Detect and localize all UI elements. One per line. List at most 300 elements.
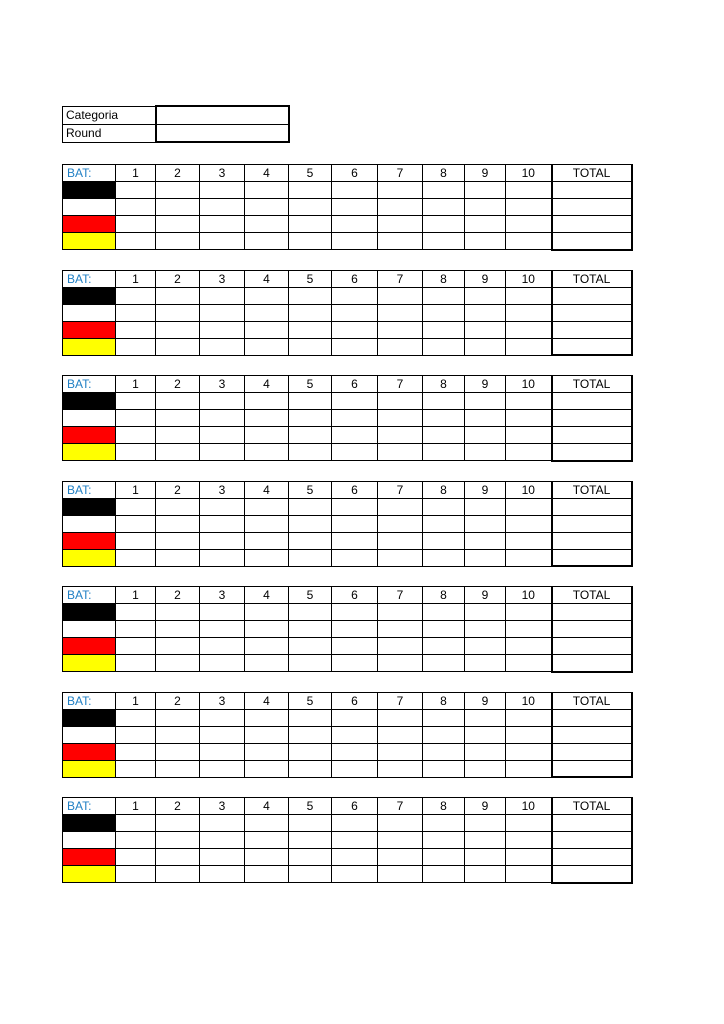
score-cell[interactable] xyxy=(245,849,289,866)
score-cell[interactable] xyxy=(332,726,378,743)
score-cell[interactable] xyxy=(200,549,245,566)
score-cell[interactable] xyxy=(378,410,423,427)
score-cell[interactable] xyxy=(156,338,200,355)
score-cell[interactable] xyxy=(378,393,423,410)
score-cell[interactable] xyxy=(378,216,423,233)
score-cell[interactable] xyxy=(116,216,156,233)
score-cell[interactable] xyxy=(200,532,245,549)
score-cell[interactable] xyxy=(200,287,245,304)
score-cell[interactable] xyxy=(465,338,506,355)
score-cell[interactable] xyxy=(423,638,465,655)
score-cell[interactable] xyxy=(465,427,506,444)
score-cell[interactable] xyxy=(506,549,552,566)
score-cell[interactable] xyxy=(506,604,552,621)
score-cell[interactable] xyxy=(200,655,245,672)
score-cell[interactable] xyxy=(200,604,245,621)
score-cell[interactable] xyxy=(465,498,506,515)
score-cell[interactable] xyxy=(289,726,332,743)
total-cell[interactable] xyxy=(552,655,632,672)
score-cell[interactable] xyxy=(423,532,465,549)
score-cell[interactable] xyxy=(506,655,552,672)
score-cell[interactable] xyxy=(156,427,200,444)
score-cell[interactable] xyxy=(465,760,506,777)
score-cell[interactable] xyxy=(332,655,378,672)
score-cell[interactable] xyxy=(465,549,506,566)
score-cell[interactable] xyxy=(332,498,378,515)
score-cell[interactable] xyxy=(116,815,156,832)
score-cell[interactable] xyxy=(200,444,245,461)
total-cell[interactable] xyxy=(552,532,632,549)
score-cell[interactable] xyxy=(289,287,332,304)
score-cell[interactable] xyxy=(245,549,289,566)
score-cell[interactable] xyxy=(506,866,552,883)
score-cell[interactable] xyxy=(156,444,200,461)
score-cell[interactable] xyxy=(378,304,423,321)
total-cell[interactable] xyxy=(552,549,632,566)
score-cell[interactable] xyxy=(116,233,156,250)
score-cell[interactable] xyxy=(245,621,289,638)
score-cell[interactable] xyxy=(116,760,156,777)
score-cell[interactable] xyxy=(423,621,465,638)
score-cell[interactable] xyxy=(116,427,156,444)
score-cell[interactable] xyxy=(116,655,156,672)
score-cell[interactable] xyxy=(116,726,156,743)
score-cell[interactable] xyxy=(200,216,245,233)
score-cell[interactable] xyxy=(245,199,289,216)
score-cell[interactable] xyxy=(116,638,156,655)
score-cell[interactable] xyxy=(245,304,289,321)
score-cell[interactable] xyxy=(156,743,200,760)
score-cell[interactable] xyxy=(116,287,156,304)
score-cell[interactable] xyxy=(423,709,465,726)
total-cell[interactable] xyxy=(552,338,632,355)
score-cell[interactable] xyxy=(245,182,289,199)
score-cell[interactable] xyxy=(200,498,245,515)
score-cell[interactable] xyxy=(423,304,465,321)
score-cell[interactable] xyxy=(423,498,465,515)
score-cell[interactable] xyxy=(289,709,332,726)
score-cell[interactable] xyxy=(116,338,156,355)
score-cell[interactable] xyxy=(289,498,332,515)
score-cell[interactable] xyxy=(465,532,506,549)
score-cell[interactable] xyxy=(116,866,156,883)
score-cell[interactable] xyxy=(156,866,200,883)
score-cell[interactable] xyxy=(506,338,552,355)
score-cell[interactable] xyxy=(116,709,156,726)
score-cell[interactable] xyxy=(289,427,332,444)
score-cell[interactable] xyxy=(332,199,378,216)
total-cell[interactable] xyxy=(552,515,632,532)
score-cell[interactable] xyxy=(156,832,200,849)
score-cell[interactable] xyxy=(245,726,289,743)
score-cell[interactable] xyxy=(116,832,156,849)
score-cell[interactable] xyxy=(506,532,552,549)
score-cell[interactable] xyxy=(156,498,200,515)
total-cell[interactable] xyxy=(552,216,632,233)
score-cell[interactable] xyxy=(245,832,289,849)
score-cell[interactable] xyxy=(332,233,378,250)
score-cell[interactable] xyxy=(465,287,506,304)
score-cell[interactable] xyxy=(378,709,423,726)
score-cell[interactable] xyxy=(200,815,245,832)
score-cell[interactable] xyxy=(289,849,332,866)
score-cell[interactable] xyxy=(289,760,332,777)
score-cell[interactable] xyxy=(245,638,289,655)
score-cell[interactable] xyxy=(156,182,200,199)
score-cell[interactable] xyxy=(156,655,200,672)
score-cell[interactable] xyxy=(423,849,465,866)
score-cell[interactable] xyxy=(332,393,378,410)
score-cell[interactable] xyxy=(289,216,332,233)
score-cell[interactable] xyxy=(289,743,332,760)
score-cell[interactable] xyxy=(245,287,289,304)
total-cell[interactable] xyxy=(552,709,632,726)
score-cell[interactable] xyxy=(378,815,423,832)
score-cell[interactable] xyxy=(200,338,245,355)
score-cell[interactable] xyxy=(465,233,506,250)
total-cell[interactable] xyxy=(552,199,632,216)
score-cell[interactable] xyxy=(156,393,200,410)
score-cell[interactable] xyxy=(332,549,378,566)
score-cell[interactable] xyxy=(378,287,423,304)
score-cell[interactable] xyxy=(245,216,289,233)
score-cell[interactable] xyxy=(245,760,289,777)
score-cell[interactable] xyxy=(116,549,156,566)
score-cell[interactable] xyxy=(156,410,200,427)
score-cell[interactable] xyxy=(245,709,289,726)
score-cell[interactable] xyxy=(332,304,378,321)
score-cell[interactable] xyxy=(200,760,245,777)
score-cell[interactable] xyxy=(506,849,552,866)
score-cell[interactable] xyxy=(245,410,289,427)
score-cell[interactable] xyxy=(465,815,506,832)
total-cell[interactable] xyxy=(552,304,632,321)
score-cell[interactable] xyxy=(332,849,378,866)
score-cell[interactable] xyxy=(423,549,465,566)
score-cell[interactable] xyxy=(423,604,465,621)
score-cell[interactable] xyxy=(289,866,332,883)
score-cell[interactable] xyxy=(116,849,156,866)
score-cell[interactable] xyxy=(378,549,423,566)
score-cell[interactable] xyxy=(506,199,552,216)
score-cell[interactable] xyxy=(378,532,423,549)
score-cell[interactable] xyxy=(506,815,552,832)
score-cell[interactable] xyxy=(378,743,423,760)
score-cell[interactable] xyxy=(332,866,378,883)
score-cell[interactable] xyxy=(465,832,506,849)
total-cell[interactable] xyxy=(552,621,632,638)
score-cell[interactable] xyxy=(423,815,465,832)
score-cell[interactable] xyxy=(245,532,289,549)
total-cell[interactable] xyxy=(552,444,632,461)
score-cell[interactable] xyxy=(289,233,332,250)
score-cell[interactable] xyxy=(506,515,552,532)
score-cell[interactable] xyxy=(465,216,506,233)
score-cell[interactable] xyxy=(506,321,552,338)
score-cell[interactable] xyxy=(200,709,245,726)
score-cell[interactable] xyxy=(423,216,465,233)
score-cell[interactable] xyxy=(423,427,465,444)
score-cell[interactable] xyxy=(289,532,332,549)
score-cell[interactable] xyxy=(378,233,423,250)
score-cell[interactable] xyxy=(378,726,423,743)
score-cell[interactable] xyxy=(200,743,245,760)
score-cell[interactable] xyxy=(200,393,245,410)
score-cell[interactable] xyxy=(200,182,245,199)
score-cell[interactable] xyxy=(378,621,423,638)
score-cell[interactable] xyxy=(289,515,332,532)
score-cell[interactable] xyxy=(465,638,506,655)
score-cell[interactable] xyxy=(116,498,156,515)
score-cell[interactable] xyxy=(116,621,156,638)
score-cell[interactable] xyxy=(465,655,506,672)
score-cell[interactable] xyxy=(289,410,332,427)
score-cell[interactable] xyxy=(156,287,200,304)
score-cell[interactable] xyxy=(289,304,332,321)
score-cell[interactable] xyxy=(116,393,156,410)
score-cell[interactable] xyxy=(116,321,156,338)
total-cell[interactable] xyxy=(552,832,632,849)
score-cell[interactable] xyxy=(200,233,245,250)
score-cell[interactable] xyxy=(465,849,506,866)
score-cell[interactable] xyxy=(116,410,156,427)
score-cell[interactable] xyxy=(465,199,506,216)
score-cell[interactable] xyxy=(332,638,378,655)
score-cell[interactable] xyxy=(289,621,332,638)
score-cell[interactable] xyxy=(423,515,465,532)
score-cell[interactable] xyxy=(156,638,200,655)
score-cell[interactable] xyxy=(156,304,200,321)
score-cell[interactable] xyxy=(289,549,332,566)
score-cell[interactable] xyxy=(156,233,200,250)
score-cell[interactable] xyxy=(156,709,200,726)
score-cell[interactable] xyxy=(506,638,552,655)
score-cell[interactable] xyxy=(289,604,332,621)
score-cell[interactable] xyxy=(465,515,506,532)
score-cell[interactable] xyxy=(332,743,378,760)
score-cell[interactable] xyxy=(200,849,245,866)
score-cell[interactable] xyxy=(116,515,156,532)
score-cell[interactable] xyxy=(245,233,289,250)
categoria-field[interactable] xyxy=(156,106,289,124)
total-cell[interactable] xyxy=(552,410,632,427)
score-cell[interactable] xyxy=(332,338,378,355)
score-cell[interactable] xyxy=(465,726,506,743)
score-cell[interactable] xyxy=(200,515,245,532)
score-cell[interactable] xyxy=(332,444,378,461)
score-cell[interactable] xyxy=(332,427,378,444)
score-cell[interactable] xyxy=(332,709,378,726)
score-cell[interactable] xyxy=(289,182,332,199)
total-cell[interactable] xyxy=(552,815,632,832)
score-cell[interactable] xyxy=(465,709,506,726)
score-cell[interactable] xyxy=(423,832,465,849)
score-cell[interactable] xyxy=(332,410,378,427)
total-cell[interactable] xyxy=(552,760,632,777)
score-cell[interactable] xyxy=(332,515,378,532)
score-cell[interactable] xyxy=(200,199,245,216)
score-cell[interactable] xyxy=(332,216,378,233)
total-cell[interactable] xyxy=(552,321,632,338)
score-cell[interactable] xyxy=(332,604,378,621)
score-cell[interactable] xyxy=(156,532,200,549)
total-cell[interactable] xyxy=(552,233,632,250)
score-cell[interactable] xyxy=(245,743,289,760)
score-cell[interactable] xyxy=(506,760,552,777)
score-cell[interactable] xyxy=(506,393,552,410)
score-cell[interactable] xyxy=(332,321,378,338)
score-cell[interactable] xyxy=(289,815,332,832)
score-cell[interactable] xyxy=(156,726,200,743)
score-cell[interactable] xyxy=(423,866,465,883)
score-cell[interactable] xyxy=(332,532,378,549)
score-cell[interactable] xyxy=(506,427,552,444)
score-cell[interactable] xyxy=(506,621,552,638)
score-cell[interactable] xyxy=(423,287,465,304)
score-cell[interactable] xyxy=(245,815,289,832)
score-cell[interactable] xyxy=(245,321,289,338)
score-cell[interactable] xyxy=(245,393,289,410)
score-cell[interactable] xyxy=(506,216,552,233)
score-cell[interactable] xyxy=(378,832,423,849)
score-cell[interactable] xyxy=(378,199,423,216)
score-cell[interactable] xyxy=(423,182,465,199)
score-cell[interactable] xyxy=(289,832,332,849)
score-cell[interactable] xyxy=(245,427,289,444)
score-cell[interactable] xyxy=(465,321,506,338)
score-cell[interactable] xyxy=(200,638,245,655)
score-cell[interactable] xyxy=(378,866,423,883)
score-cell[interactable] xyxy=(289,321,332,338)
score-cell[interactable] xyxy=(200,726,245,743)
score-cell[interactable] xyxy=(200,304,245,321)
score-cell[interactable] xyxy=(423,726,465,743)
score-cell[interactable] xyxy=(289,444,332,461)
total-cell[interactable] xyxy=(552,393,632,410)
score-cell[interactable] xyxy=(423,743,465,760)
score-cell[interactable] xyxy=(378,444,423,461)
score-cell[interactable] xyxy=(332,621,378,638)
score-cell[interactable] xyxy=(245,604,289,621)
score-cell[interactable] xyxy=(465,393,506,410)
score-cell[interactable] xyxy=(116,182,156,199)
score-cell[interactable] xyxy=(423,233,465,250)
score-cell[interactable] xyxy=(465,304,506,321)
score-cell[interactable] xyxy=(378,604,423,621)
score-cell[interactable] xyxy=(200,410,245,427)
score-cell[interactable] xyxy=(465,444,506,461)
total-cell[interactable] xyxy=(552,638,632,655)
total-cell[interactable] xyxy=(552,182,632,199)
score-cell[interactable] xyxy=(465,410,506,427)
score-cell[interactable] xyxy=(200,321,245,338)
score-cell[interactable] xyxy=(156,621,200,638)
score-cell[interactable] xyxy=(465,866,506,883)
score-cell[interactable] xyxy=(156,849,200,866)
score-cell[interactable] xyxy=(423,410,465,427)
score-cell[interactable] xyxy=(506,304,552,321)
score-cell[interactable] xyxy=(378,427,423,444)
score-cell[interactable] xyxy=(289,199,332,216)
score-cell[interactable] xyxy=(423,444,465,461)
score-cell[interactable] xyxy=(506,287,552,304)
score-cell[interactable] xyxy=(289,393,332,410)
score-cell[interactable] xyxy=(506,726,552,743)
score-cell[interactable] xyxy=(156,515,200,532)
score-cell[interactable] xyxy=(156,549,200,566)
score-cell[interactable] xyxy=(156,815,200,832)
score-cell[interactable] xyxy=(245,515,289,532)
total-cell[interactable] xyxy=(552,743,632,760)
total-cell[interactable] xyxy=(552,866,632,883)
score-cell[interactable] xyxy=(506,410,552,427)
score-cell[interactable] xyxy=(289,655,332,672)
score-cell[interactable] xyxy=(378,182,423,199)
score-cell[interactable] xyxy=(423,338,465,355)
score-cell[interactable] xyxy=(156,321,200,338)
score-cell[interactable] xyxy=(200,427,245,444)
score-cell[interactable] xyxy=(156,760,200,777)
total-cell[interactable] xyxy=(552,498,632,515)
score-cell[interactable] xyxy=(378,655,423,672)
score-cell[interactable] xyxy=(423,199,465,216)
score-cell[interactable] xyxy=(245,444,289,461)
score-cell[interactable] xyxy=(378,638,423,655)
score-cell[interactable] xyxy=(506,832,552,849)
score-cell[interactable] xyxy=(506,743,552,760)
score-cell[interactable] xyxy=(156,216,200,233)
score-cell[interactable] xyxy=(378,498,423,515)
score-cell[interactable] xyxy=(332,832,378,849)
score-cell[interactable] xyxy=(200,621,245,638)
score-cell[interactable] xyxy=(245,866,289,883)
score-cell[interactable] xyxy=(465,621,506,638)
score-cell[interactable] xyxy=(378,338,423,355)
score-cell[interactable] xyxy=(465,604,506,621)
score-cell[interactable] xyxy=(465,182,506,199)
score-cell[interactable] xyxy=(116,304,156,321)
score-cell[interactable] xyxy=(506,444,552,461)
score-cell[interactable] xyxy=(378,321,423,338)
total-cell[interactable] xyxy=(552,726,632,743)
score-cell[interactable] xyxy=(116,444,156,461)
score-cell[interactable] xyxy=(465,743,506,760)
score-cell[interactable] xyxy=(378,515,423,532)
score-cell[interactable] xyxy=(332,182,378,199)
total-cell[interactable] xyxy=(552,604,632,621)
score-cell[interactable] xyxy=(506,498,552,515)
score-cell[interactable] xyxy=(378,760,423,777)
score-cell[interactable] xyxy=(423,321,465,338)
score-cell[interactable] xyxy=(423,655,465,672)
score-cell[interactable] xyxy=(156,604,200,621)
score-cell[interactable] xyxy=(378,849,423,866)
score-cell[interactable] xyxy=(116,532,156,549)
score-cell[interactable] xyxy=(506,233,552,250)
score-cell[interactable] xyxy=(332,287,378,304)
score-cell[interactable] xyxy=(156,199,200,216)
score-cell[interactable] xyxy=(245,655,289,672)
score-cell[interactable] xyxy=(423,760,465,777)
score-cell[interactable] xyxy=(116,743,156,760)
score-cell[interactable] xyxy=(506,709,552,726)
score-cell[interactable] xyxy=(245,498,289,515)
score-cell[interactable] xyxy=(116,199,156,216)
total-cell[interactable] xyxy=(552,427,632,444)
total-cell[interactable] xyxy=(552,287,632,304)
total-cell[interactable] xyxy=(552,849,632,866)
score-cell[interactable] xyxy=(200,866,245,883)
